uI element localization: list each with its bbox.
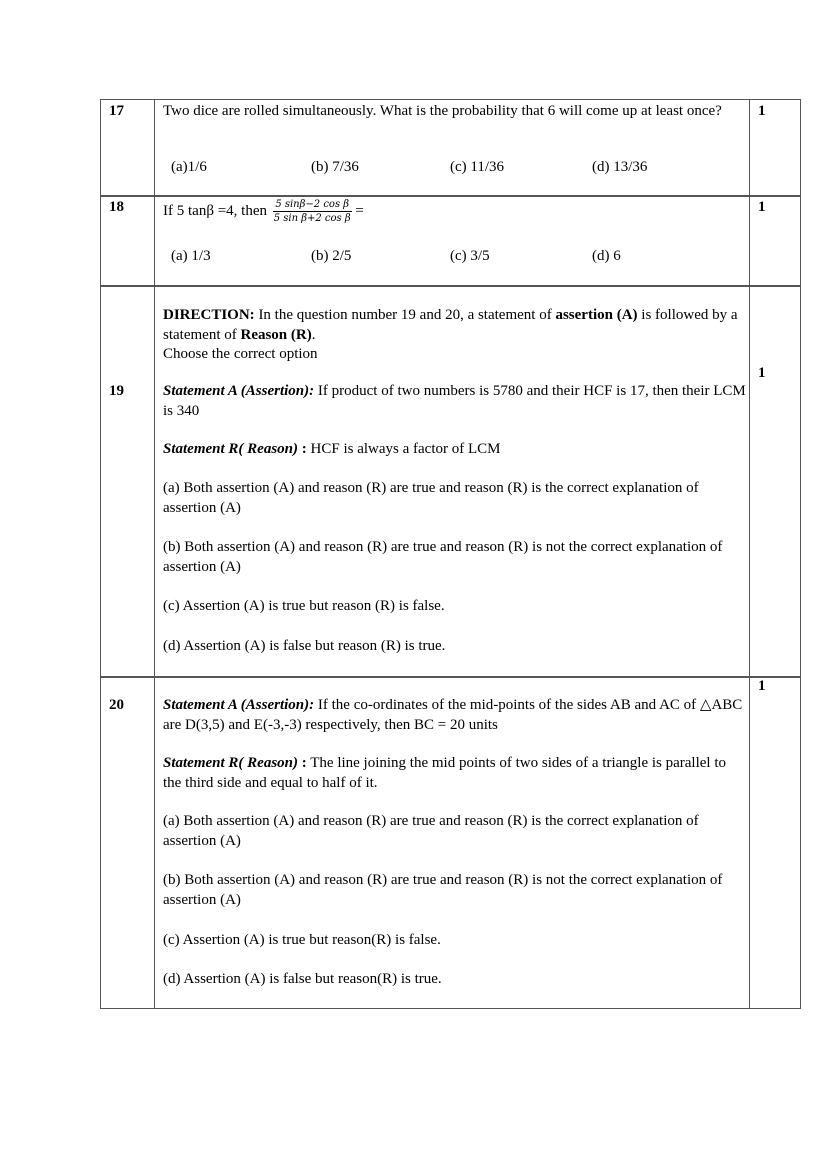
option-b: (b) 7/36	[311, 159, 359, 175]
assertion-statement	[163, 382, 747, 421]
fraction-denominator: 5 sin β+2 cos β	[273, 213, 351, 224]
reason-statement	[163, 440, 747, 460]
direction-bold-part: Reason (R)	[240, 326, 312, 343]
direction-bold-part: assertion (A)	[555, 307, 638, 323]
question-row-19	[100, 285, 801, 678]
reason-label: Statement R( Reason)	[163, 441, 299, 457]
direction-line-2: Choose the correct option	[163, 346, 318, 362]
assertion-text: If product of two numbers is 5780 and their HCF is 17, then their LCM is 340	[163, 383, 746, 419]
question-text-suffix: =	[355, 202, 364, 219]
question-content-cell	[155, 100, 750, 196]
option-c: (c) 11/36	[450, 159, 505, 175]
reason-statement	[163, 754, 747, 793]
direction-label: DIRECTION:	[163, 307, 255, 323]
question-content-cell	[155, 196, 750, 286]
question-row-18	[100, 195, 801, 287]
assertion-label: Statement A (Assertion):	[163, 383, 315, 399]
question-number-cell	[101, 677, 155, 1008]
option-a: (a) 1/3	[171, 248, 211, 264]
question-number: 17	[109, 103, 124, 119]
question-text-prefix: If 5 tanβ =4, then	[163, 202, 267, 219]
marks-cell	[750, 677, 800, 1008]
assertion-label: Statement A (Assertion):	[163, 697, 315, 713]
option-d: (d) Assertion (A) is false but reason (R) is true.	[163, 638, 446, 654]
marks-value: 1	[758, 199, 766, 215]
assertion-statement	[163, 696, 747, 735]
option-d: (d) 6	[592, 248, 621, 264]
option-b: (b) 2/5	[311, 248, 352, 264]
question-text	[163, 198, 747, 225]
direction-text-part: In the question number 19 and 20, a statement of	[254, 307, 556, 323]
question-row-20	[100, 676, 801, 1009]
fraction	[273, 198, 352, 225]
reason-colon: :	[298, 441, 307, 457]
option-d: (d) 13/36	[592, 159, 648, 175]
question-number-cell	[101, 286, 155, 677]
question-content-cell	[155, 286, 750, 677]
option-b: (b) Both assertion (A) and reason (R) are true and reason (R) is not the correct explanation of assertion (A)	[163, 539, 723, 575]
reason-label: Statement R( Reason)	[163, 755, 299, 771]
question-content-cell	[155, 677, 750, 1008]
marks-cell	[750, 100, 800, 196]
reason-text: The line joining the mid points of two sides of a triangle is parallel to the third side and equal to half of it.	[163, 755, 726, 791]
question-number: 19	[109, 383, 124, 399]
question-text: Two dice are rolled simultaneously. What is the probability that 6 will come up at least once?	[163, 103, 722, 119]
direction-text-part: is followed by a statement of	[163, 307, 738, 343]
question-number-cell	[101, 100, 155, 196]
option-b: (b) Both assertion (A) and reason (R) are true and reason (R) is not the correct explanation of assertion (A)	[163, 872, 723, 908]
option-a: (a)1/6	[171, 159, 207, 175]
marks-value: 1	[758, 678, 766, 694]
fraction-numerator: 5 sinβ−2 cos β	[273, 198, 352, 212]
option-c: (c) Assertion (A) is true but reason (R) is false.	[163, 598, 445, 614]
direction-text-part: .	[311, 326, 316, 343]
reason-colon: :	[298, 755, 307, 771]
marks-value: 1	[758, 103, 766, 119]
option-c: (c) Assertion (A) is true but reason(R) is false.	[163, 932, 441, 948]
marks-cell	[750, 286, 800, 677]
question-row-17	[100, 99, 801, 197]
marks-cell	[750, 196, 800, 286]
option-a: (a) Both assertion (A) and reason (R) are true and reason (R) is the correct explanation of assertion (A)	[163, 480, 699, 516]
option-d: (d) Assertion (A) is false but reason(R) is true.	[163, 971, 442, 987]
option-a: (a) Both assertion (A) and reason (R) are true and reason (R) is the correct explanation of assertion (A)	[163, 813, 699, 849]
option-c: (c) 3/5	[450, 248, 490, 264]
question-number-cell	[101, 196, 155, 286]
question-number: 20	[109, 697, 124, 713]
reason-text: HCF is always a factor of LCM	[306, 441, 501, 457]
marks-value: 1	[758, 365, 766, 381]
assertion-text: If the co-ordinates of the mid-points of the sides AB and AC of △ABC are D(3,5) and E(-3,-3) respectively, then BC = 20 units	[163, 697, 743, 733]
question-number: 18	[109, 199, 124, 215]
direction-text	[163, 306, 747, 365]
